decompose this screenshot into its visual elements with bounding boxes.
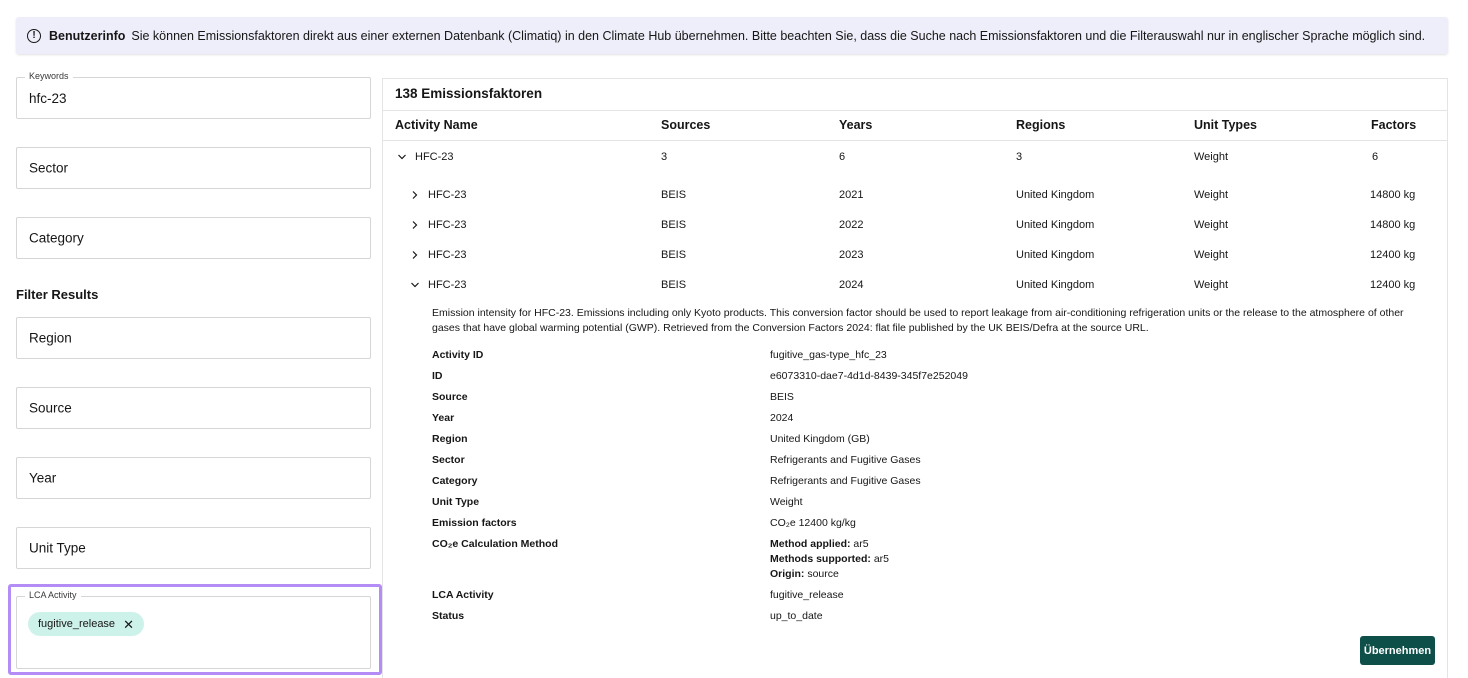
detail-value-unit-type: Weight bbox=[770, 496, 803, 508]
chevron-right-icon[interactable] bbox=[410, 190, 420, 200]
lca-activity-chip bbox=[28, 612, 144, 636]
detail-label-year: Year bbox=[432, 412, 455, 424]
detail-value-emission-factors: CO₂e 12400 kg/kg bbox=[770, 517, 856, 529]
row-unit-type: Weight bbox=[1194, 189, 1229, 201]
sector-label: Sector bbox=[29, 160, 69, 176]
row-name: HFC-23 bbox=[428, 219, 467, 231]
row-factor: 12400 kg bbox=[1370, 279, 1416, 291]
chip-label: fugitive_release bbox=[38, 618, 116, 630]
detail-label-sector: Sector bbox=[432, 454, 465, 466]
chevron-right-icon[interactable] bbox=[410, 220, 420, 230]
detail-value-activity-id: fugitive_gas-type_hfc_23 bbox=[770, 349, 887, 361]
row-region: United Kingdom bbox=[1016, 219, 1095, 231]
sector-select[interactable] bbox=[16, 147, 371, 189]
group-regions: 3 bbox=[1016, 151, 1023, 163]
category-select[interactable] bbox=[16, 217, 371, 259]
unit-type-label: Unit Type bbox=[29, 540, 86, 556]
keywords-input[interactable] bbox=[16, 71, 371, 119]
method-applied-value: ar5 bbox=[853, 538, 869, 550]
col-years[interactable]: Years bbox=[839, 118, 873, 132]
detail-label-unit-type: Unit Type bbox=[432, 496, 480, 508]
detail-value-lca-activity: fugitive_release bbox=[770, 589, 844, 601]
info-icon: ! bbox=[27, 29, 41, 43]
methods-supported-value: ar5 bbox=[873, 553, 890, 565]
group-factors: 6 bbox=[1372, 151, 1379, 163]
banner-text: Sie können Emissionsfaktoren direkt aus einer externen Datenbank (Climatiq) in den Climate Hub übernehmen. Bitte beachten Sie, dass die Suche nach Emissionsfaktoren und die Filterauswahl nur in englischer Sprache möglich sind. bbox=[131, 28, 1426, 43]
row-source: BEIS bbox=[661, 219, 687, 231]
chevron-down-icon[interactable] bbox=[397, 152, 407, 162]
methods-supported-label: Methods supported: bbox=[770, 553, 871, 565]
keywords-value: hfc-23 bbox=[29, 91, 67, 106]
detail-value-region: United Kingdom (GB) bbox=[770, 433, 870, 445]
results-count-title: 138 Emissionsfaktoren bbox=[395, 86, 543, 101]
group-unit-types: Weight bbox=[1194, 151, 1229, 163]
banner-title: Benutzerinfo bbox=[49, 28, 126, 43]
detail-label-status: Status bbox=[432, 610, 465, 622]
category-label: Category bbox=[29, 230, 84, 246]
origin-label: Origin: bbox=[770, 568, 805, 580]
detail-value-status: up_to_date bbox=[770, 610, 823, 622]
apply-button[interactable]: Übernehmen bbox=[1360, 636, 1435, 665]
row-year: 2023 bbox=[839, 249, 864, 261]
detail-methods-supported bbox=[770, 553, 889, 565]
divider bbox=[383, 140, 1447, 141]
row-name: HFC-23 bbox=[428, 189, 467, 201]
chevron-right-icon[interactable] bbox=[410, 250, 420, 260]
detail-label-id: ID bbox=[432, 370, 443, 382]
row-name: HFC-23 bbox=[428, 279, 467, 291]
row-factor: 14800 kg bbox=[1370, 219, 1416, 231]
unit-type-select[interactable] bbox=[16, 527, 371, 569]
detail-value-sector: Refrigerants and Fugitive Gases bbox=[770, 454, 921, 466]
row-unit-type: Weight bbox=[1194, 219, 1229, 231]
detail-origin bbox=[770, 568, 839, 580]
col-unit-types[interactable]: Unit Types bbox=[1194, 118, 1257, 132]
detail-value-year: 2024 bbox=[770, 412, 794, 424]
row-source: BEIS bbox=[661, 279, 687, 291]
col-factors[interactable]: Factors bbox=[1371, 118, 1417, 132]
col-regions[interactable]: Regions bbox=[1016, 118, 1066, 132]
detail-label-region: Region bbox=[432, 433, 468, 445]
row-source: BEIS bbox=[661, 189, 687, 201]
row-year: 2024 bbox=[839, 279, 864, 291]
year-select[interactable] bbox=[16, 457, 371, 499]
detail-label-calc-method: CO₂e Calculation Method bbox=[432, 538, 559, 550]
col-sources[interactable]: Sources bbox=[661, 118, 711, 132]
detail-label-source: Source bbox=[432, 391, 468, 403]
factor-description: Emission intensity for HFC-23. Emissions including only Kyoto products. This conversion factor should be used to report leakage from air-conditioning refrigeration units or the release to the atmosphere of other gases that have global warming potential (GWP). Retrieved from the Conversion Factors 2024: flat file published by the UK BEIS/Defra at the source URL. bbox=[432, 307, 1404, 334]
method-applied-label: Method applied: bbox=[770, 538, 851, 550]
origin-value: source bbox=[807, 568, 839, 580]
row-year: 2022 bbox=[839, 219, 864, 231]
row-year: 2021 bbox=[839, 189, 864, 201]
year-label: Year bbox=[29, 470, 57, 486]
filter-results-heading: Filter Results bbox=[16, 287, 99, 302]
row-factor: 14800 kg bbox=[1370, 189, 1416, 201]
chip-remove-icon[interactable]: ✕ bbox=[123, 616, 134, 632]
chevron-down-icon[interactable] bbox=[410, 280, 420, 290]
col-activity-name[interactable]: Activity Name bbox=[395, 118, 478, 132]
keywords-legend: Keywords bbox=[25, 71, 73, 81]
lca-activity-select[interactable] bbox=[16, 590, 371, 669]
row-source: BEIS bbox=[661, 249, 687, 261]
detail-method-applied bbox=[770, 538, 869, 550]
info-banner bbox=[16, 17, 1448, 54]
detail-value-source: BEIS bbox=[770, 391, 794, 403]
row-unit-type: Weight bbox=[1194, 279, 1229, 291]
group-sources: 3 bbox=[661, 151, 668, 163]
group-years: 6 bbox=[839, 151, 846, 163]
row-region: United Kingdom bbox=[1016, 189, 1095, 201]
detail-label-lca-activity: LCA Activity bbox=[432, 589, 494, 601]
lca-activity-legend: LCA Activity bbox=[25, 590, 81, 600]
detail-value-id: e6073310-dae7-4d1d-8439-345f7e252049 bbox=[770, 370, 968, 382]
detail-value-category: Refrigerants and Fugitive Gases bbox=[770, 475, 921, 487]
source-label: Source bbox=[29, 400, 72, 416]
divider bbox=[383, 110, 1447, 111]
row-region: United Kingdom bbox=[1016, 279, 1095, 291]
region-label: Region bbox=[29, 330, 72, 346]
detail-label-activity-id: Activity ID bbox=[432, 349, 484, 361]
group-name: HFC-23 bbox=[415, 151, 454, 163]
row-unit-type: Weight bbox=[1194, 249, 1229, 261]
detail-label-emission-factors: Emission factors bbox=[432, 517, 517, 529]
region-select[interactable] bbox=[16, 317, 371, 359]
row-region: United Kingdom bbox=[1016, 249, 1095, 261]
detail-label-category: Category bbox=[432, 475, 478, 487]
row-name: HFC-23 bbox=[428, 249, 467, 261]
row-factor: 12400 kg bbox=[1370, 249, 1416, 261]
source-select[interactable] bbox=[16, 387, 371, 429]
